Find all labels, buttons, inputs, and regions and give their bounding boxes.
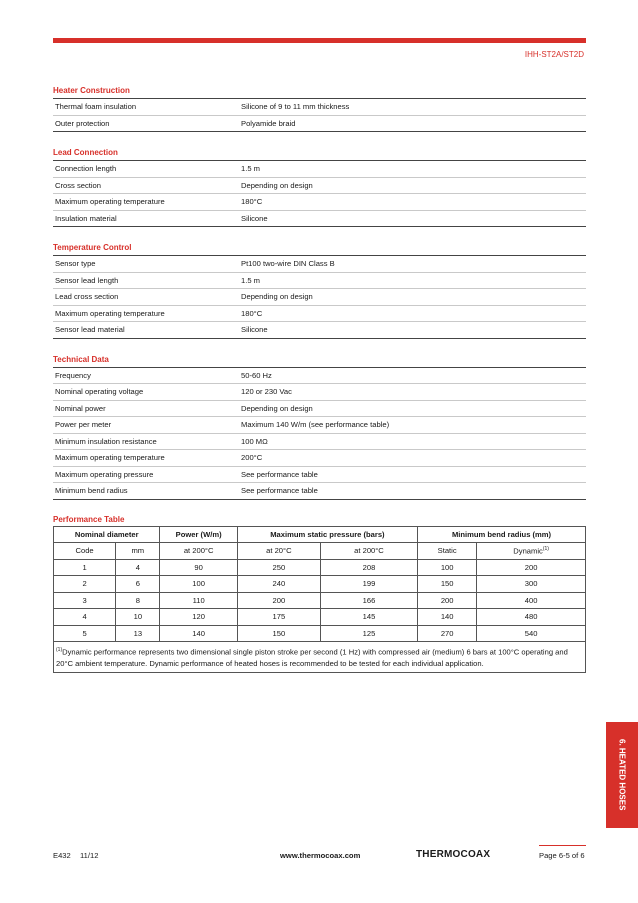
cell-bend-static: 150 xyxy=(418,576,477,593)
table-row xyxy=(54,576,586,593)
spec-label: Thermal foam insulation xyxy=(55,102,137,111)
spec-section xyxy=(53,146,586,227)
spec-row xyxy=(53,401,586,418)
cell-code: 2 xyxy=(54,576,116,593)
spec-label: Sensor lead material xyxy=(55,325,125,334)
spec-row xyxy=(53,306,586,323)
footnote-cell xyxy=(54,642,586,673)
spec-value: See performance table xyxy=(241,486,318,495)
spec-row xyxy=(53,178,586,195)
cell-power-200: 100 xyxy=(160,576,237,593)
performance-table-body xyxy=(54,559,586,642)
performance-table xyxy=(53,526,586,673)
section-title: Technical Data xyxy=(53,353,586,368)
sub-header-dynamic xyxy=(477,543,586,560)
spec-value: 100 MΩ xyxy=(241,436,268,446)
performance-section xyxy=(53,514,586,673)
cell-pressure-200: 199 xyxy=(320,576,417,593)
sub-header-static: Static xyxy=(418,543,477,560)
section-title: Lead Connection xyxy=(53,146,586,161)
table-row xyxy=(54,559,586,576)
spec-label: Minimum bend radius xyxy=(55,486,128,495)
dynamic-label: Dynamic xyxy=(513,546,543,556)
spec-row xyxy=(53,467,586,484)
table-row xyxy=(54,625,586,642)
spec-value: Maximum 140 W/m (see performance table) xyxy=(241,420,390,429)
spec-value: 200°C xyxy=(241,453,263,462)
cell-bend-dynamic: 200 xyxy=(477,559,586,576)
spec-row xyxy=(53,450,586,467)
section-title: Heater Construction xyxy=(53,84,586,99)
cell-bend-dynamic: 540 xyxy=(477,625,586,642)
spec-label: Cross section xyxy=(55,180,102,190)
spec-label: Maximum operating temperature xyxy=(55,453,165,462)
spec-content xyxy=(53,84,586,673)
cell-bend-static: 140 xyxy=(418,609,477,626)
spec-row xyxy=(53,384,586,401)
footnote-text: Dynamic performance represents two dimensional single piston stroke per second (1 Hz) with compressed air (medium) 6 bars at 100°C operating and 20°C ambient temperature. Dynamic performance of heated hoses is recommended to be tested for each individual application. xyxy=(56,647,568,668)
spec-value: Depending on design xyxy=(241,403,313,413)
cell-power-200: 90 xyxy=(160,559,237,576)
cell-code: 5 xyxy=(54,625,116,642)
cell-bend-static: 270 xyxy=(418,625,477,642)
sub-header-row xyxy=(54,543,586,560)
spec-label: Frequency xyxy=(55,370,91,380)
spec-value: 1.5 m xyxy=(241,275,260,285)
spec-value: 180°C xyxy=(241,308,263,318)
spec-label: Maximum operating temperature xyxy=(55,197,165,206)
spec-value: 1.5 m xyxy=(241,164,260,173)
spec-label: Sensor type xyxy=(55,259,96,268)
sub-header-pressure-20: at 20°C xyxy=(237,543,320,560)
group-header-row xyxy=(54,526,586,543)
spec-row xyxy=(53,368,586,385)
top-red-rule xyxy=(53,38,586,43)
spec-label: Nominal power xyxy=(55,403,106,413)
spec-value: Polyamide braid xyxy=(241,118,296,128)
spec-label: Connection length xyxy=(55,164,117,173)
cell-pressure-20: 175 xyxy=(237,609,320,626)
cell-mm: 13 xyxy=(116,625,160,642)
spec-label: Minimum insulation resistance xyxy=(55,436,157,446)
cell-pressure-20: 150 xyxy=(237,625,320,642)
spec-label: Outer protection xyxy=(55,118,110,128)
cell-mm: 8 xyxy=(116,592,160,609)
spec-sections xyxy=(53,84,586,500)
spec-value: Depending on design xyxy=(241,292,313,301)
spec-value: Pt100 two-wire DIN Class B xyxy=(241,259,335,268)
spec-value: Silicone of 9 to 11 mm thickness xyxy=(241,102,350,111)
spec-value: See performance table xyxy=(241,469,318,479)
spec-label: Maximum operating temperature xyxy=(55,308,165,318)
spec-section xyxy=(53,353,586,500)
cell-pressure-200: 166 xyxy=(320,592,417,609)
spec-row xyxy=(53,322,586,338)
cell-bend-static: 100 xyxy=(418,559,477,576)
cell-power-200: 140 xyxy=(160,625,237,642)
cell-pressure-20: 250 xyxy=(237,559,320,576)
cell-power-200: 120 xyxy=(160,609,237,626)
spec-value: Depending on design xyxy=(241,180,313,190)
spec-row xyxy=(53,99,586,116)
chapter-side-tab xyxy=(606,722,638,828)
cell-code: 3 xyxy=(54,592,116,609)
cell-bend-dynamic: 480 xyxy=(477,609,586,626)
cell-bend-dynamic: 300 xyxy=(477,576,586,593)
footnote-row xyxy=(54,642,586,673)
spec-label: Insulation material xyxy=(55,213,117,223)
spec-section xyxy=(53,241,586,339)
group-header-nominal-diameter: Nominal diameter xyxy=(54,526,160,543)
group-header-bend-radius: Minimum bend radius (mm) xyxy=(418,526,586,543)
document-code: IHH-ST2A/ST2D xyxy=(524,50,584,59)
spec-row xyxy=(53,273,586,290)
spec-label: Lead cross section xyxy=(55,292,119,301)
performance-title: Performance Table xyxy=(53,514,125,524)
cell-pressure-200: 145 xyxy=(320,609,417,626)
spec-row xyxy=(53,211,586,227)
spec-row xyxy=(53,434,586,451)
table-row xyxy=(54,592,586,609)
sub-header-power-200: at 200°C xyxy=(160,543,237,560)
spec-value: Silicone xyxy=(241,325,268,334)
spec-label: Power per meter xyxy=(55,420,112,429)
footer-page-number: Page 6-5 of 6 xyxy=(539,851,585,860)
spec-label: Nominal operating voltage xyxy=(55,387,144,396)
spec-value: 120 or 230 Vac xyxy=(241,387,292,396)
cell-pressure-200: 208 xyxy=(320,559,417,576)
spec-label: Maximum operating pressure xyxy=(55,469,154,479)
spec-value: Silicone xyxy=(241,213,268,223)
spec-row xyxy=(53,417,586,434)
cell-bend-static: 200 xyxy=(418,592,477,609)
sub-header-mm: mm xyxy=(116,543,160,560)
footer-date: 11/12 xyxy=(80,851,99,860)
spec-row xyxy=(53,161,586,178)
spec-row xyxy=(53,483,586,499)
footer-website: www.thermocoax.com xyxy=(280,851,361,860)
spec-value: 50-60 Hz xyxy=(241,370,272,380)
dynamic-footnote-mark: (1) xyxy=(542,545,549,552)
cell-code: 1 xyxy=(54,559,116,576)
sub-header-code: Code xyxy=(54,543,116,560)
footer-red-rule xyxy=(539,845,586,846)
spec-row xyxy=(53,194,586,211)
section-title: Temperature Control xyxy=(53,241,586,256)
footer-brand-logo: THERMOCOAX xyxy=(416,849,491,860)
group-header-power: Power (W/m) xyxy=(160,526,237,543)
chapter-side-tab-label: 6. HEATED HOSES xyxy=(617,739,627,811)
cell-bend-dynamic: 400 xyxy=(477,592,586,609)
spec-value: 180°C xyxy=(241,197,263,206)
cell-power-200: 110 xyxy=(160,592,237,609)
spec-label: Sensor lead length xyxy=(55,275,119,285)
spec-row xyxy=(53,116,586,132)
cell-pressure-20: 200 xyxy=(237,592,320,609)
cell-mm: 6 xyxy=(116,576,160,593)
group-header-pressure: Maximum static pressure (bars) xyxy=(237,526,417,543)
footer-doc-code: E432 xyxy=(53,851,71,860)
cell-mm: 10 xyxy=(116,609,160,626)
sub-header-pressure-200: at 200°C xyxy=(320,543,417,560)
footnote-mark: (1) xyxy=(56,647,63,653)
spec-section xyxy=(53,84,586,132)
cell-code: 4 xyxy=(54,609,116,626)
spec-row xyxy=(53,289,586,306)
cell-pressure-20: 240 xyxy=(237,576,320,593)
spec-row xyxy=(53,256,586,273)
cell-mm: 4 xyxy=(116,559,160,576)
table-row xyxy=(54,609,586,626)
cell-pressure-200: 125 xyxy=(320,625,417,642)
